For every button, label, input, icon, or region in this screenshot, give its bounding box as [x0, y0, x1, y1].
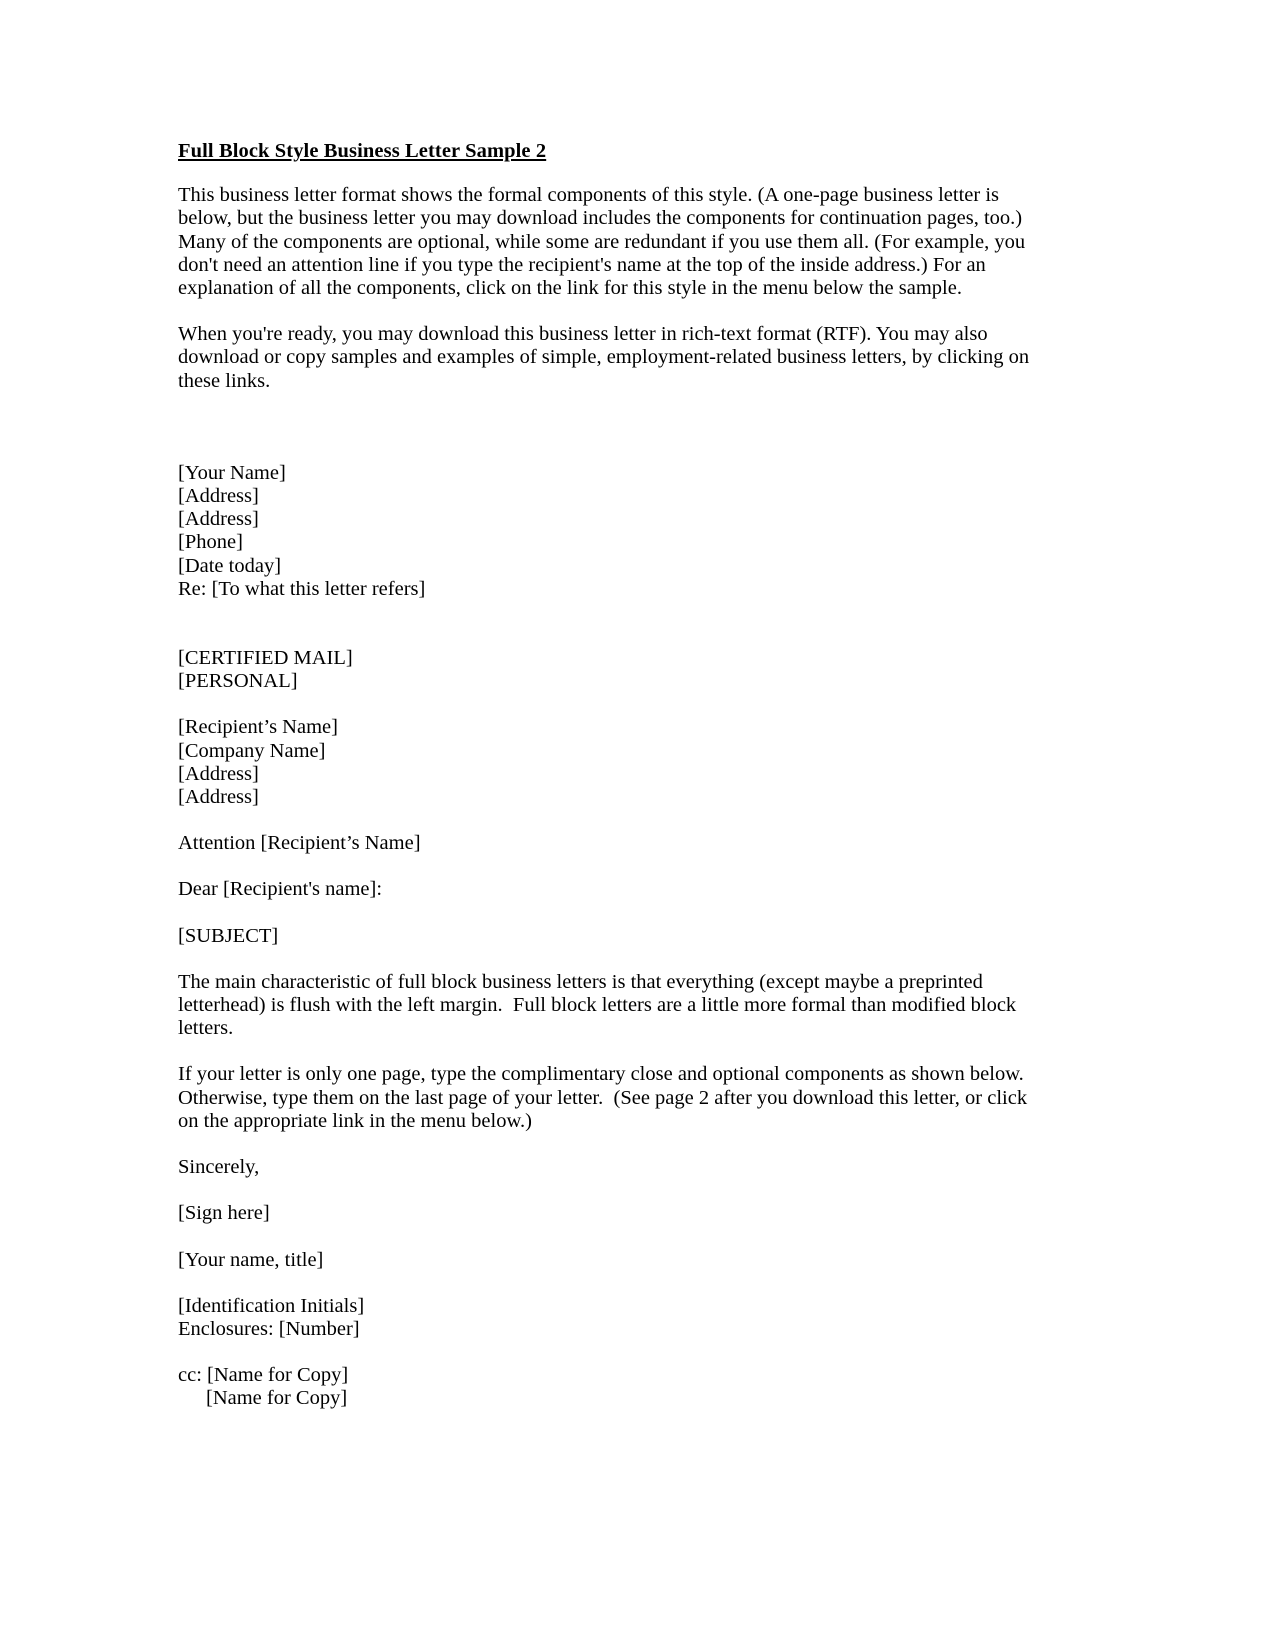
copy-notation-block: [178, 1364, 1040, 1410]
spacer: [178, 1341, 1040, 1364]
body-paragraph-1: The main characteristic of full block business letters is that everything (except maybe a preprinted letterhead) is flush with the left margin. Full block letters are a little more formal than modified block letters.: [178, 970, 1022, 1040]
signer-name-title: [Your name, title]: [178, 1248, 324, 1271]
spacer: [178, 300, 1040, 323]
recipient-company-name: [Company Name]: [178, 739, 326, 762]
intro-paragraph-1: This business letter format shows the formal components of this style. (A one-page business letter is below, but the business letter you may download includes the components for continuation pages, too.) Many of the components are optional, while some are redundant if you use them all. (For example, you don't need an attention line if you type the recipient's name at the top of the inside address.) For an explanation of all the components, click on the link for this style in the menu below the sample.: [178, 184, 1031, 300]
spacer: [178, 948, 1040, 971]
spacer: [178, 1179, 1040, 1202]
intro-paragraph-2: When you're ready, you may download this business letter in rich-text format (RTF). You may also download or copy samples and examples of simple, employment-related business letters, by clicking on these links.: [178, 323, 1035, 392]
copy-notation-first: cc: [Name for Copy]: [178, 1364, 349, 1387]
identification-initials: [Identification Initials]: [178, 1294, 365, 1317]
spacer: [178, 393, 1040, 462]
subject-reference-line: Re: [To what this letter refers]: [178, 577, 426, 600]
sender-address-line-2: [Address]: [178, 508, 259, 531]
letter-date: [Date today]: [178, 554, 282, 577]
signature-placeholder: [Sign here]: [178, 1202, 270, 1225]
spacer: [178, 601, 1040, 647]
personal-notation: [PERSONAL]: [178, 670, 298, 693]
spacer: [178, 1272, 1040, 1295]
spacer: [178, 902, 1040, 925]
spacer: [178, 1226, 1040, 1249]
spacer: [178, 1133, 1040, 1156]
enclosures-notation: Enclosures: [Number]: [178, 1317, 360, 1340]
recipient-name: [Recipient’s Name]: [178, 716, 338, 739]
subject-line: [SUBJECT]: [178, 924, 279, 947]
complimentary-close: Sincerely,: [178, 1156, 260, 1179]
body-paragraph-2: If your letter is only one page, type the complimentary close and optional components as shown below. Otherwise, type them on the last page of your letter. (See page 2 after you download this letter, or click on the appropriate link in the menu below.): [178, 1063, 1033, 1132]
business-letter-document: [178, 140, 1040, 1411]
spacer: [178, 1040, 1040, 1063]
sender-name: [Your Name]: [178, 461, 286, 484]
attention-line: Attention [Recipient’s Name]: [178, 832, 421, 855]
certified-mail-notation: [CERTIFIED MAIL]: [178, 647, 353, 670]
sender-phone: [Phone]: [178, 531, 243, 554]
page-title: Full Block Style Business Letter Sample 2: [178, 140, 547, 162]
spacer: [178, 693, 1040, 716]
spacer: [178, 163, 1040, 184]
recipient-address-line-2: [Address]: [178, 786, 259, 809]
sender-address-line-1: [Address]: [178, 485, 259, 508]
reference-enclosure-block: [178, 1295, 1040, 1341]
spacer: [178, 809, 1040, 832]
inside-address-block: [178, 716, 1040, 809]
spacer: [178, 855, 1040, 878]
mail-notation-block: [178, 647, 1040, 693]
sender-address-block: [178, 462, 1040, 601]
copy-notation-second: [Name for Copy]: [206, 1387, 348, 1410]
salutation: Dear [Recipient's name]:: [178, 878, 383, 901]
recipient-address-line-1: [Address]: [178, 762, 259, 785]
